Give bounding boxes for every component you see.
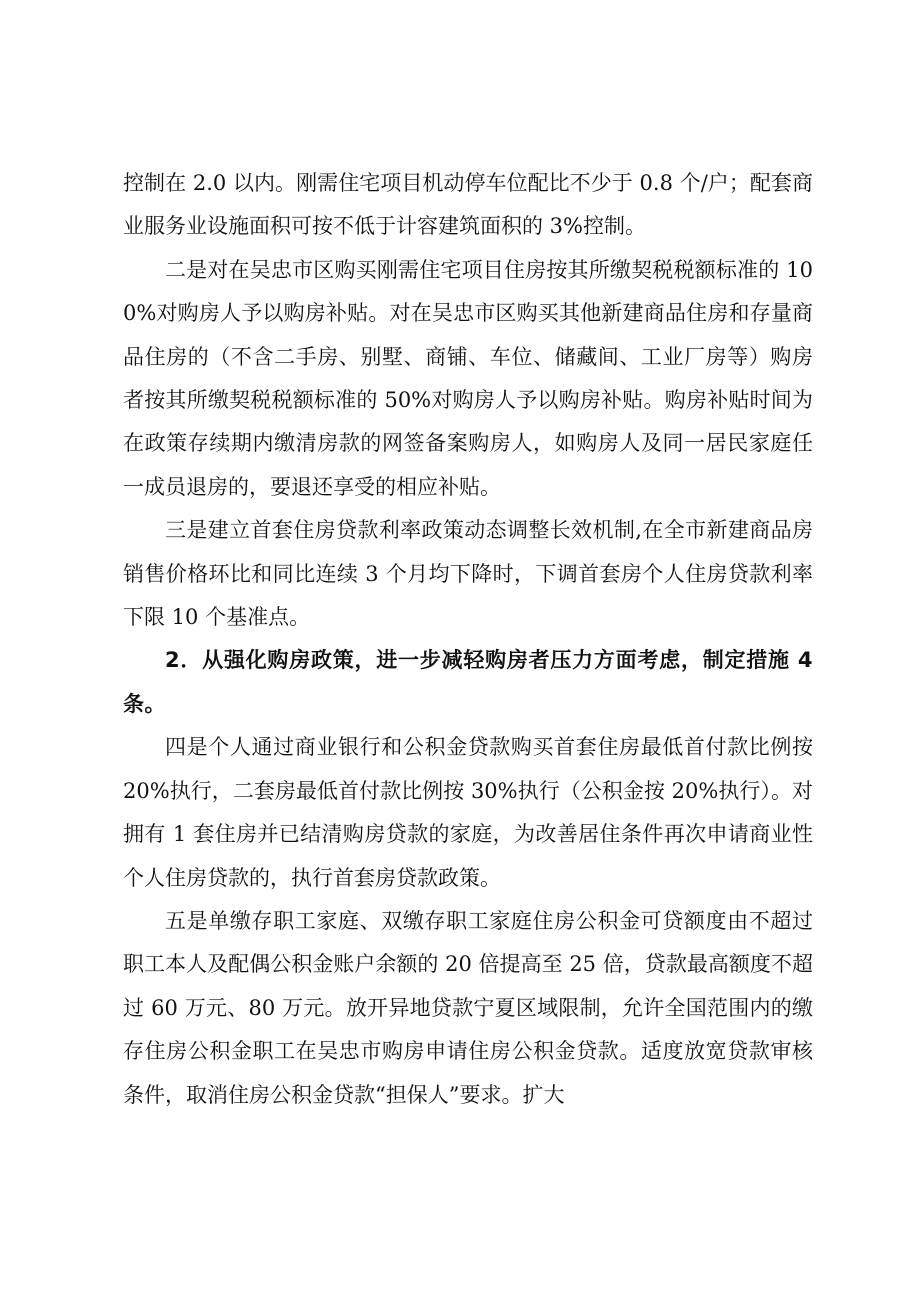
paragraph-continuation: 控制在 2.0 以内。刚需住宅项目机动停车位配比不少于 0.8 个/户；配套商业服务业设施面积可按不低于计容建筑面积的 3%控制。 bbox=[123, 171, 813, 239]
paragraph-item-2: 二是对在吴忠市区购买刚需住宅项目住房按其所缴契税税额标准的 100%对购房人予以购房补贴。对在吴忠市区购买其他新建商品住房和存量商品住房的（不含二手房、别墅、商铺、车位、储藏间、工业厂房等）购房者按其所缴契税税额标准的 50%对购房人予以购房补贴。购房补贴时间为在政策存续期内缴清房款的网签备案购房人，如购房人及同一居民家庭任一成员退房的，要退还享受的相应补贴。 bbox=[123, 257, 813, 499]
paragraph-item-5: 五是单缴存职工家庭、双缴存职工家庭住房公积金可贷额度由不超过职工本人及配偶公积金账户余额的 20 倍提高至 25 倍，贷款最高额度不超过 60 万元、80 万元。放开异地贷款宁夏区域限制，允许全国范围内的缴存住房公积金职工在吴忠市购房申请住房公积金贷款。适度放宽贷款审核条件，取消住房公积金贷款“担保人”要求。扩大 bbox=[123, 908, 813, 1107]
section-heading: 2．从强化购房政策，进一步减轻购房者压力方面考虑，制定措施 4 条。 bbox=[123, 648, 813, 716]
paragraph-item-3: 三是建立首套住房贷款利率政策动态调整长效机制,在全市新建商品房销售价格环比和同比连续 3 个月均下降时，下调首套房个人住房贷款利率下限 10 个基准点。 bbox=[123, 518, 813, 630]
document-body bbox=[123, 162, 813, 1117]
paragraph-item-4: 四是个人通过商业银行和公积金贷款购买首套住房最低首付款比例按 20%执行，二套房最低首付款比例按 30%执行（公积金按 20%执行）。对拥有 1 套住房并已结清购房贷款的家庭，为改善居住条件再次申请商业性个人住房贷款的，执行首套房贷款政策。 bbox=[123, 735, 813, 890]
